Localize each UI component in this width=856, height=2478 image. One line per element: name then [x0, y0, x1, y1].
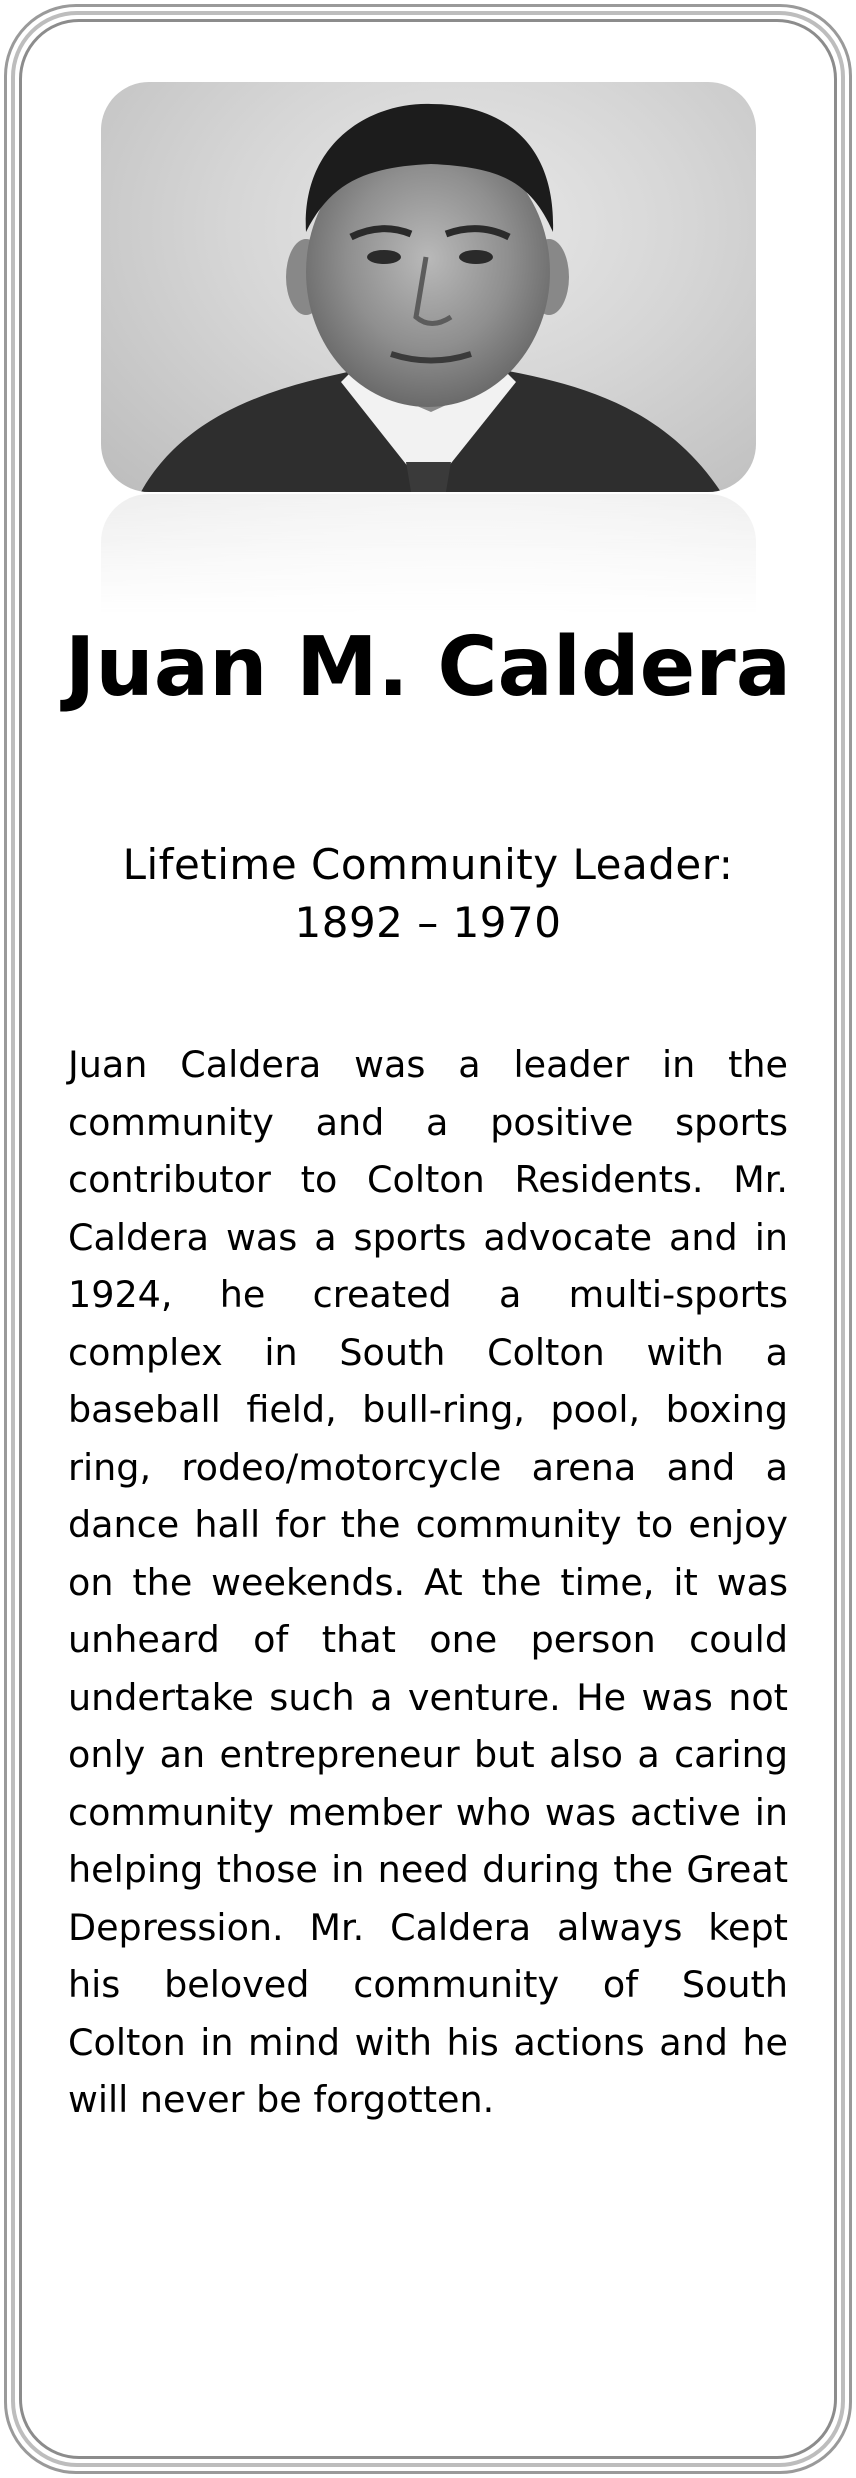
subtitle-role: Lifetime Community Leader: — [122, 840, 734, 889]
biography-text: Juan Caldera was a leader in the community and a positive sports contributor to Colton Residents. Mr. Caldera was a sports advocate and in 1924, he created a multi-sports complex in South Colton with a baseball field, bull-ring, pool, boxing ring, rodeo/motorcycle arena and a dance hall for the community to enjoy on the weekends. At the time, it was unheard of that one person could undertake such a venture. He was not only an entrepreneur but also a caring community member who was active in helping those in need during the Great Depression. Mr. Caldera always kept his beloved community of South Colton in mind with his actions and he will never be forgotten. — [68, 1043, 788, 2121]
subtitle — [60, 836, 796, 952]
subtitle-years: 1892 – 1970 — [294, 898, 562, 947]
portrait-photo — [101, 82, 756, 492]
photo-reflection — [101, 494, 756, 614]
person-name: Juan M. Caldera — [64, 620, 792, 715]
